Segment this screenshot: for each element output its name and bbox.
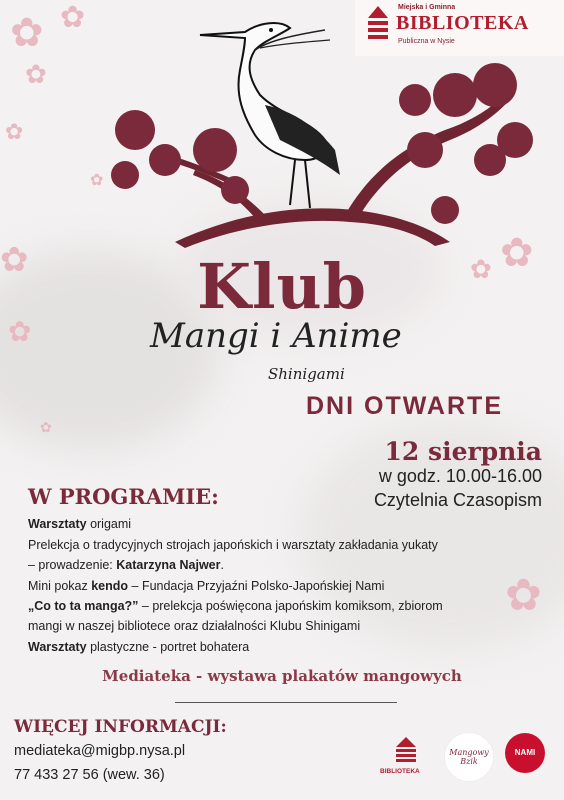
sakura-decoration: ✿ [10,10,44,56]
nami-logo-text: NAMI [514,748,536,757]
sakura-decoration: ✿ [90,170,104,189]
sakura-decoration: ✿ [8,315,32,348]
event-hours: w godz. 10.00-16.00 [378,466,542,486]
contact-phone[interactable]: 77 433 27 56 (wew. 36) [14,767,165,783]
divider [175,702,397,703]
library-logo-small-text: BIBLIOTEKA [380,768,420,775]
logo-small-text: Miejska i Gminna [398,4,456,11]
program-line: Warsztaty plastyczne - portret bohatera [28,640,250,654]
program-line: mangi w naszej bibliotece oraz działalności Klubu Shinigami [28,619,361,633]
sakura-decoration: ✿ [470,255,492,285]
title-dni-otwarte: DNI OTWARTE [306,392,503,420]
sakura-decoration: ✿ [0,240,29,280]
title-shinigami: Shinigami [268,365,345,383]
sakura-decoration: ✿ [505,570,542,621]
program-line: – prowadzenie: Katarzyna Najwer. [28,558,224,572]
book-stack-icon [366,6,390,46]
program-line: Warsztaty origami [28,517,132,531]
title-mangi-anime: Mangi i Anime [150,316,402,356]
program-line: Prelekcja o tradycyjnych strojach japońskich i warsztaty zakładania yukaty [28,538,438,552]
event-date: 12 sierpnia [384,437,542,466]
contact-heading: WIĘCEJ INFORMACJI: [14,717,227,737]
sakura-decoration: ✿ [500,230,534,276]
program-line: Mini pokaz kendo – Fundacja Przyjaźni Polsko-Japońskiej Nami [28,579,385,593]
event-place: Czytelnia Czasopism [373,490,542,510]
logo-subtitle: Publiczna w Nysie [398,38,455,45]
mangowy-bzik-text: Mangowy Bzik [449,748,489,766]
sakura-decoration: ✿ [25,60,47,90]
sakura-decoration: ✿ [5,120,24,145]
sakura-decoration: ✿ [60,0,86,35]
title-klub: Klub [197,250,367,323]
logo-name: BIBLIOTEKA [396,12,529,34]
program-heading: W PROGRAMIE: [28,484,219,509]
program-line: „Co to ta manga?” – prelekcja poświęcona japońskim komiksom, zbiorom [28,599,443,613]
contact-email[interactable]: mediateka@migbp.nysa.pl [14,743,186,759]
sakura-decoration: ✿ [40,420,52,436]
mediateka-exhibition: Mediateka - wystawa plakatów mangowych [102,667,462,685]
